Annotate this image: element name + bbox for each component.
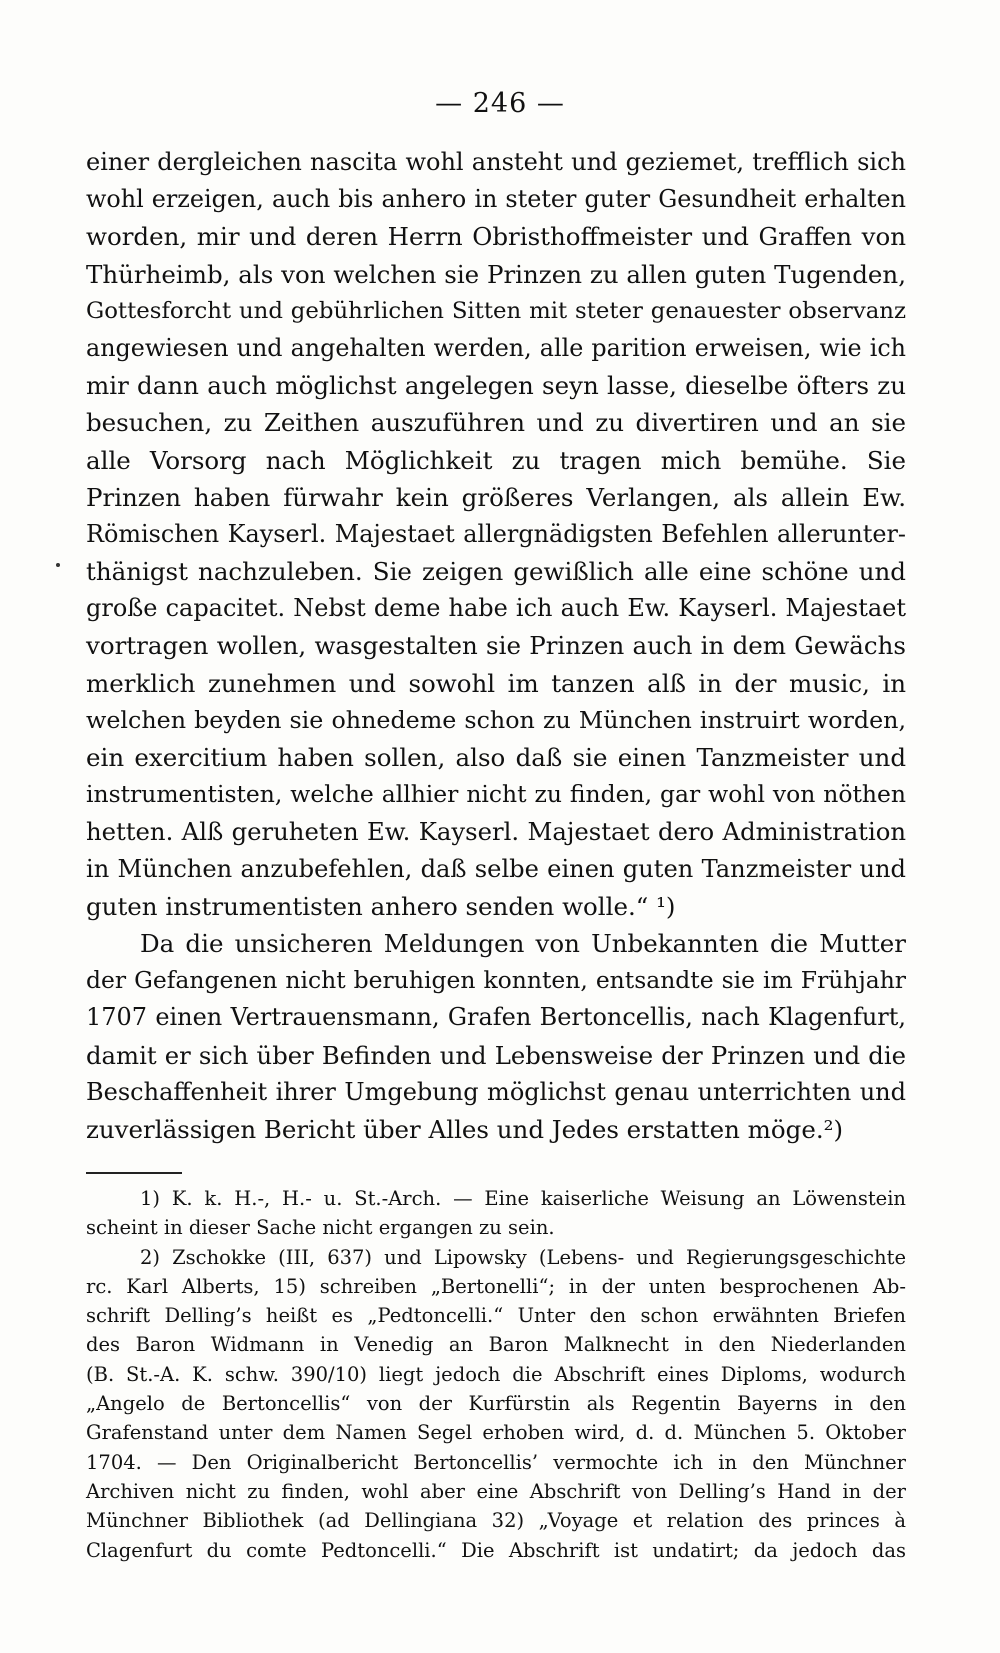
text-line: 1707 einen Vertrauensmann, Grafen Bertoncellis, nach Klagenfurt, — [86, 1003, 906, 1032]
text-line: welchen beyden sie ohnedeme schon zu München instruirt worden, — [86, 705, 906, 734]
footnote-line: 1) K. k. H.-, H.- u. St.-Arch. — Eine kaiserliche Weisung an Löwenstein — [140, 1187, 906, 1210]
footnote-line: 1704. — Den Originalbericht Bertoncellis’ vermochte ich in den Münchner — [86, 1450, 906, 1474]
text-line: angewiesen und angehalten werden, alle parition erweisen, wie ich — [86, 333, 906, 362]
text-line: besuchen, zu Zeithen auszuführen und zu divertiren und an sie — [86, 408, 906, 438]
text-line: vortragen wollen, wasgestalten sie Prinzen auch in dem Gewächs — [86, 631, 906, 661]
text-line: in München anzubefehlen, daß selbe einen guten Tanzmeister und — [86, 854, 906, 883]
margin-mark — [56, 563, 60, 567]
text-line: der Gefangenen nicht beruhigen konnten, entsandte sie im Frühjahr — [86, 966, 906, 995]
text-line: zuverlässigen Bericht über Alles und Jedes erstatten möge.²) — [86, 1114, 843, 1144]
text-line: mir dann auch möglichst angelegen seyn lasse, dieselbe öfters zu — [86, 371, 906, 401]
footnote-line: 2) Zschokke (III, 637) und Lipowsky (Lebens- und Regierungsgeschichte — [140, 1245, 906, 1269]
text-line: Thürheimb, als von welchen sie Prinzen zu allen guten Tugenden, — [86, 259, 906, 289]
text-line: thänigst nachzuleben. Sie zeigen gewißlich alle eine schöne und — [86, 557, 906, 587]
text-line: ein exercitium haben sollen, also daß sie einen Tanzmeister und — [86, 743, 906, 772]
text-line: Beschaffenheit ihrer Umgebung möglichst genau unterrichten und — [86, 1077, 906, 1106]
text-line: hetten. Alß geruheten Ew. Kayserl. Majestaet dero Administration — [86, 817, 906, 847]
main-text — [86, 144, 906, 1148]
text-line: damit er sich über Befinden und Lebensweise der Prinzen und die — [86, 1040, 906, 1070]
footnote-line: schrift Delling’s heißt es „Pedtoncelli.“ Unter den schon erwähnten Briefen — [86, 1304, 906, 1328]
text-line: Römischen Kayserl. Majestaet allergnädigsten Befehlen allerunter- — [86, 519, 906, 548]
footnote-line: scheint in dieser Sache nicht ergangen zu sein. — [86, 1216, 555, 1240]
text-line: einer dergleichen nascita wohl ansteht und geziemet, trefflich sich — [86, 148, 906, 176]
footnote-line: Grafenstand unter dem Namen Segel erhoben wird, d. d. München 5. Oktober — [86, 1421, 906, 1445]
footnote-line: rc. Karl Alberts, 15) schreiben „Bertonelli“; in der unten besprochenen Ab- — [86, 1274, 906, 1298]
text-line: alle Vorsorg nach Möglichkeit zu tragen mich bemühe. Sie — [86, 445, 906, 475]
text-line: guten instrumentisten anhero senden wolle.“ ¹) — [86, 891, 676, 921]
text-line: Gottesforcht und gebührlichen Sitten mit steter genauester observanz — [86, 297, 906, 324]
footnote-line: des Baron Widmann in Venedig an Baron Malknecht in den Niederlanden — [86, 1333, 906, 1357]
text-line: wohl erzeigen, auch bis anhero in steter guter Gesundheit erhalten — [86, 185, 906, 214]
footnote-line: Münchner Bibliothek (ad Dellingiana 32) „Voyage et relation des princes à — [86, 1509, 906, 1533]
text-line: große capacitet. Nebst deme habe ich auch Ew. Kayserl. Majestaet — [86, 594, 906, 623]
footnotes — [86, 1184, 906, 1565]
text-line: Prinzen haben fürwahr kein größeres Verlangen, als allein Ew. — [86, 482, 906, 512]
text-line: merklich zunehmen und sowohl im tanzen alß in der music, in — [86, 668, 906, 698]
text-line: instrumentisten, welche allhier nicht zu finden, gar wohl von nöthen — [86, 780, 906, 809]
footnote-line: „Angelo de Bertoncellis“ von der Kurfürstin als Regentin Bayerns in den — [86, 1392, 906, 1416]
text-line: worden, mir und deren Herrn Obristhoffmeister und Graffen von — [86, 222, 906, 252]
footnote-line: Archiven nicht zu finden, wohl aber eine Abschrift von Delling’s Hand in der — [86, 1479, 906, 1503]
page-number: — 246 — — [435, 88, 565, 119]
footnote-line: Clagenfurt du comte Pedtoncelli.“ Die Abschrift ist undatirt; da jedoch das — [86, 1538, 906, 1562]
footnote-line: (B. St.-A. K. schw. 390/10) liegt jedoch die Abschrift eines Diploms, wodurch — [86, 1362, 906, 1386]
footnote-divider — [86, 1172, 182, 1174]
paragraph-start-line: Da die unsicheren Meldungen von Unbekannten die Mutter — [140, 928, 906, 958]
